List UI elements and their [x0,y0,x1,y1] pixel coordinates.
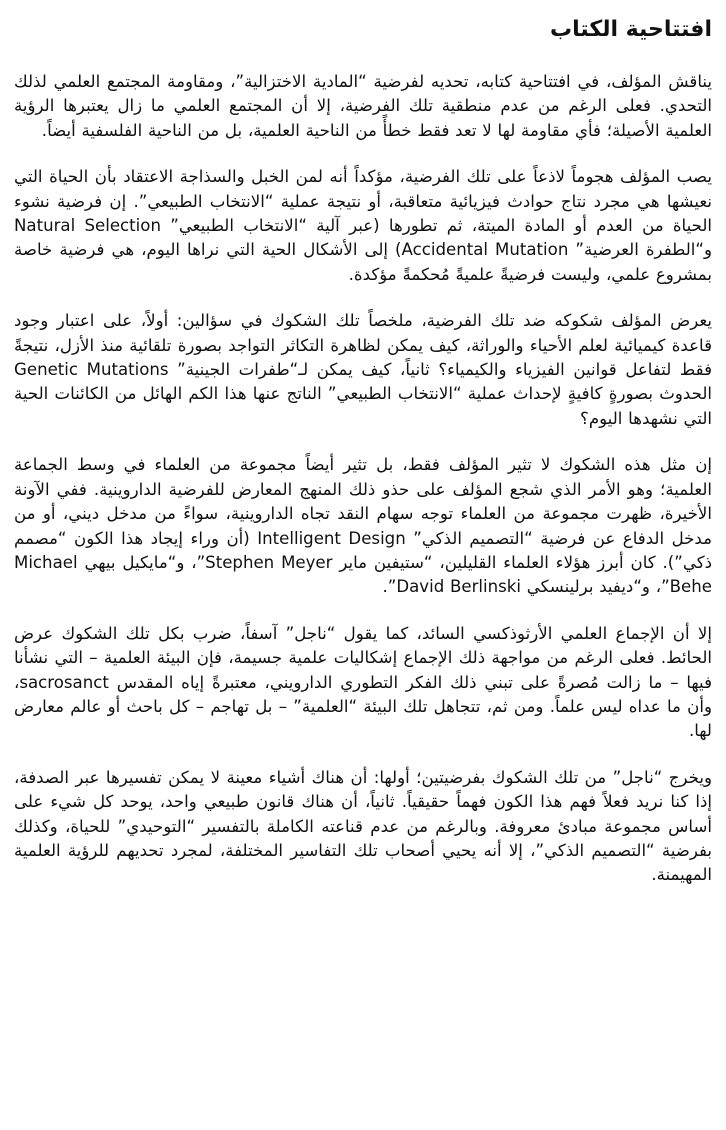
paragraph-3: يعرض المؤلف شكوكه ضد تلك الفرضية، ملخصاً تلك الشكوك في سؤالين: أولاً، على اعتبار وجود قاعدة كيميائية لعلم الأحياء والوراثة، كيف يمكن لظاهرة التكاثر التواجد بصورة تلقائية منذ الأزل، نتيجةً فقط لتفاعل قوانين الفيزياء والكيمياء؟ ثانياً، كيف يمكن لـ“طفرات الجينية” Genetic Mutations الحدوث بصورةٍ كافيةٍ لإحداث عملية “الانتخاب الطبيعي” الناتج عنها هذا الكم الهائل من الكائنات الحية التي نشهدها اليوم؟ [14,311,712,428]
paragraph-4: إن مثل هذه الشكوك لا تثير المؤلف فقط، بل تثير أيضاً مجموعة من العلماء في وسط الجماعة العلمية؛ وهو الأمر الذي شجع المؤلف على حذو ذلك المنهج المعارض للفرضية الداروينية. ففي الآونة الأخيرة، ظهرت مجموعة من العلماء توجه سهام النقد تجاه الداروينية، سواءً من مدخل ديني، أو من مدخل الدفاع عن فرضية “التصميم الذكي” Intelligent Design (أن وراء إيجاد هذا الكون “مصمم ذكي”). كان أبرز هؤلاء العلماء القليلين، “ستيفين ماير Stephen Meyer”، و“مايكيل بيهي Michael Behe”، و“ديفيد برلينسكي David Berlinski”. [14,455,712,597]
paragraph-6: ويخرج “ناجل” من تلك الشكوك بفرضيتين؛ أولها: أن هناك أشياء معينة لا يمكن تفسيرها عبر الصدفة، إذا كنا نريد فعلاً فهم هذا الكون فهماً حقيقياً. ثانياً، أن هناك قانون طبيعي واحد، يوحد كل شيء على أساس مجموعة مبادئ معروفة. وبالرغم من عدم قناعته الكاملة بالتفسير “التوحيدي” للحياة، وكذلك بفرضية “التصميم الذكي”، إلا أنه يحيي أصحاب تلك التفاسير المختلفة، لمجرد تحديهم للرؤية العلمية المهيمنة. [14,767,712,885]
paragraph-5: إلا أن الإجماع العلمي الأرثوذكسي السائد، كما يقول “ناجل” آسفاً، ضرب بكل تلك الشكوك عرض الحائط. فعلى الرغم من مواجهة ذلك الإجماع إشكاليات علمية جسيمة، فإن البيئة العلمية – التي نشأنا فيها – ما زالت مُصرةً على تبني ذلك الفكر التطوري الدارويني، معتبرةً إياه المقدس sacrosanct، وأن ما عداه ليس علماً. ومن ثم، تتجاهل تلك البيئة “العلمية” – بل تهاجم – كل باحث أو عالم معارض لها. [14,623,712,741]
page-title: افتتاحية الكتاب [550,17,712,42]
paragraph-2: يصب المؤلف هجوماً لاذعاً على تلك الفرضية، مؤكداً أنه لمن الخبل والسذاجة الاعتقاد بأن الحياة التي نعيشها هي مجرد نتاج حوادث فيزيائية متعاقبة، أو نتيجة عملية “الانتخاب الطبيعي”. إن فرضية نشوء الحياة من العدم أو المادة الميتة، ثم تطورها (عبر آلية “الانتخاب الطبيعي” Natural Selection و“الطفرة العرضية” Accidental Mutation) إلى الأشكال الحية التي نراها اليوم، هي فرضية خاصة بمشروع علمي، وليست فرضيةً علميةً مُحكمةً مؤكدة. [14,167,712,284]
paragraph-1: يناقش المؤلف، في افتتاحية كتابه، تحديه لفرضية “المادية الاختزالية”، ومقاومة المجتمع العلمي لذلك التحدي. فعلى الرغم من عدم منطقية تلك الفرضية، إلا أن المجتمع العلمي ما زال يعتبرها الرؤية العلمية الأصيلة؛ فأي مقاومة لها لا تعد فقط خطأً من الناحية العلمية، بل من الناحية الفلسفية أيضاً. [14,72,712,140]
